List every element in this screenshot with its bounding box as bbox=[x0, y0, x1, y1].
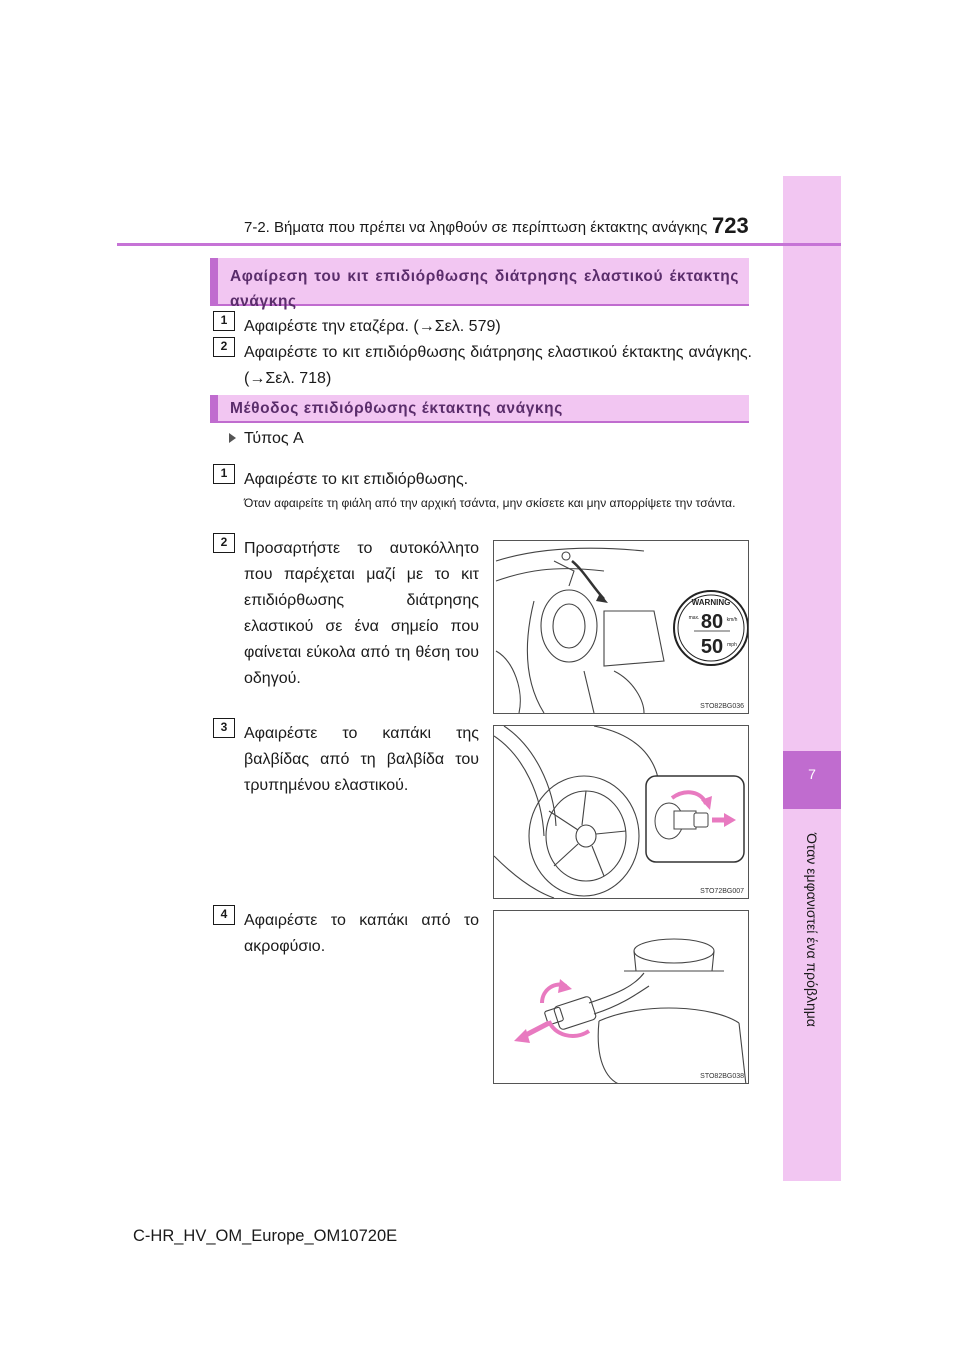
figure-code: STO82BG036 bbox=[700, 703, 744, 710]
figure-code: STO82BG038 bbox=[700, 1073, 744, 1080]
figure-nozzle-cap bbox=[493, 910, 749, 1084]
step-text: Αφαιρέστε το κιτ επιδιόρθωσης. bbox=[244, 471, 469, 488]
step-note: Όταν αφαιρείτε τη φιάλη από την αρχική τσάντα, μην σκίσετε και μην απορρίψετε την τσάντα. bbox=[244, 496, 736, 510]
step-text: Αφαιρέστε το καπάκι από το ακροφύσιο. bbox=[244, 912, 479, 955]
step-number: 2 bbox=[213, 533, 235, 553]
figure-code: STO72BG007 bbox=[700, 888, 744, 895]
type-marker-arrow-icon bbox=[229, 433, 236, 443]
header-rule bbox=[117, 243, 841, 246]
step-number: 3 bbox=[213, 718, 235, 738]
step-number: 1 bbox=[213, 311, 235, 331]
figure-valve-cap bbox=[493, 725, 749, 899]
page-number: 723 bbox=[712, 213, 749, 238]
sticker-unit-kmh: km/h bbox=[726, 617, 738, 623]
figure-sticker-placement bbox=[493, 540, 749, 714]
step-number: 1 bbox=[213, 464, 235, 484]
chapter-number: 7 bbox=[808, 766, 816, 782]
step-text: Προσαρτήστε το αυτοκόλλητο που παρέχεται μαζί με το κιτ επιδιόρθωσης διάτρησης ελαστικού σε ένα σημείο που φαίνεται εύκολα από τη θέση του οδηγού. bbox=[244, 540, 479, 687]
chapter-side-tab bbox=[783, 176, 841, 1181]
type-label: Τύπος A bbox=[244, 430, 304, 447]
bottle-nozzle-illustration bbox=[494, 911, 749, 1084]
warning-sticker-icon bbox=[674, 591, 748, 665]
step-text: Αφαιρέστε την εταζέρα. (→Σελ. 579) bbox=[244, 318, 501, 335]
sticker-max-label: max. bbox=[688, 615, 700, 621]
step-text: Αφαιρέστε το κιτ επιδιόρθωσης διάτρησης ελαστικού έκτακτης ανάγκης. (→Σελ. 718) bbox=[244, 344, 752, 387]
step-text: Αφαιρέστε το καπάκι της βαλβίδας από τη βαλβίδα του τρυπημένου ελαστικού. bbox=[244, 725, 479, 794]
section-heading-remove-kit: Αφαίρεση του κιτ επιδιόρθωσης διάτρησης ελαστικού έκτακτης ανάγκης bbox=[210, 258, 749, 306]
chapter-title: Όταν εμφανιστεί ένα πρόβλημα bbox=[804, 833, 820, 1027]
car-interior-illustration bbox=[494, 541, 749, 714]
sticker-unit-mph: mph bbox=[727, 642, 737, 648]
step-number: 4 bbox=[213, 905, 235, 925]
sticker-speed-max: 80 bbox=[700, 611, 724, 633]
document-id: C-HR_HV_OM_Europe_OM10720E bbox=[133, 1227, 398, 1245]
running-header: 7-2. Βήματα που πρέπει να ληφθούν σε περίπτωση έκτακτης ανάγκης bbox=[244, 219, 708, 236]
sticker-speed-rec: 50 bbox=[700, 636, 724, 658]
wheel-valve-illustration bbox=[494, 726, 749, 899]
sticker-warning-text: WARNING bbox=[691, 598, 731, 607]
section-heading-repair-method: Μέθοδος επιδιόρθωσης έκτακτης ανάγκης bbox=[210, 395, 749, 423]
step-number: 2 bbox=[213, 337, 235, 357]
